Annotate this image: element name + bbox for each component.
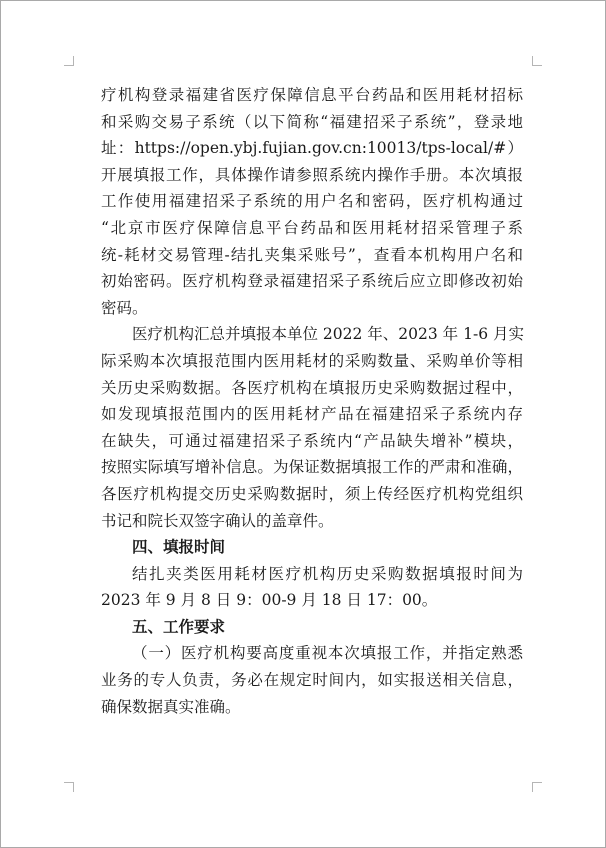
text-line: 关历史采购数据。各医疗机构在填报历史采购数据过程中， [101, 378, 523, 397]
crop-mark-bottom-right [532, 782, 542, 792]
text-line: 按照实际填写增补信息。为保证数据填报工作的严肃和准确， [101, 458, 523, 477]
document-body [101, 82, 523, 720]
text-line: 密码。 [101, 298, 148, 317]
text-line: 初始密码。医疗机构登录福建招采子系统后应立即修改初始 [101, 272, 523, 291]
text-line: 和采购交易子系统（以下简称“福建招采子系统”，登录地 [101, 112, 523, 131]
crop-mark-top-right [532, 56, 542, 66]
text-line: 结扎夹类医用耗材医疗机构历史采购数据填报时间为 [132, 564, 523, 583]
text-line: （一）医疗机构要高度重视本次填报工作，并指定熟悉 [132, 644, 523, 663]
text-line: 如发现填报范围内的医用耗材产品在福建招采子系统内存 [101, 405, 523, 424]
paragraph-historical-data [101, 321, 523, 534]
text-line: 业务的专人负责，务必在规定时间内，如实报送相关信息， [101, 671, 523, 690]
text-line: 书记和院长双签字确认的盖章件。 [101, 511, 334, 530]
crop-mark-bottom-left [64, 782, 74, 792]
paragraph-work-requirements [101, 640, 523, 720]
text-line: 确保数据真实准确。 [101, 697, 241, 716]
text-line: “北京市医疗保障信息平台药品和医用耗材招采管理子系 [101, 218, 523, 237]
text-line: 疗机构登录福建省医疗保障信息平台药品和医用耗材招标 [101, 86, 523, 104]
section-heading-work-requirements: 五、工作要求 [132, 616, 226, 636]
text-line: 址：https://open.ybj.fujian.gov.cn:10013/tps-local/#） [101, 139, 523, 158]
text-line: 际采购本次填报范围内医用耗材的采购数量、采购单价等相 [101, 351, 523, 370]
crop-mark-top-left [64, 56, 74, 66]
text-line: 在缺失，可通过福建招采子系统内“产品缺失增补”模块， [101, 431, 523, 450]
paragraph-login-instructions [101, 82, 523, 321]
section-heading-fill-time: 四、填报时间 [132, 537, 226, 557]
text-line: 医疗机构汇总并填报本单位 2022 年、2023 年 1-6 月实 [132, 325, 524, 344]
text-line: 工作使用福建招采子系统的用户名和密码，医疗机构通过 [101, 192, 523, 211]
text-line: 各医疗机构提交历史采购数据时，须上传经医疗机构党组织 [101, 484, 523, 503]
text-line: 2023 年 9 月 8 日 9：00-9 月 18 日 17：00。 [101, 591, 438, 610]
paragraph-fill-time [101, 561, 523, 614]
text-line: 开展填报工作，具体操作请参照系统内操作手册。本次填报 [101, 165, 523, 184]
text-line: 统-耗材交易管理-结扎夹集采账号”，查看本机构用户名和 [101, 245, 523, 264]
